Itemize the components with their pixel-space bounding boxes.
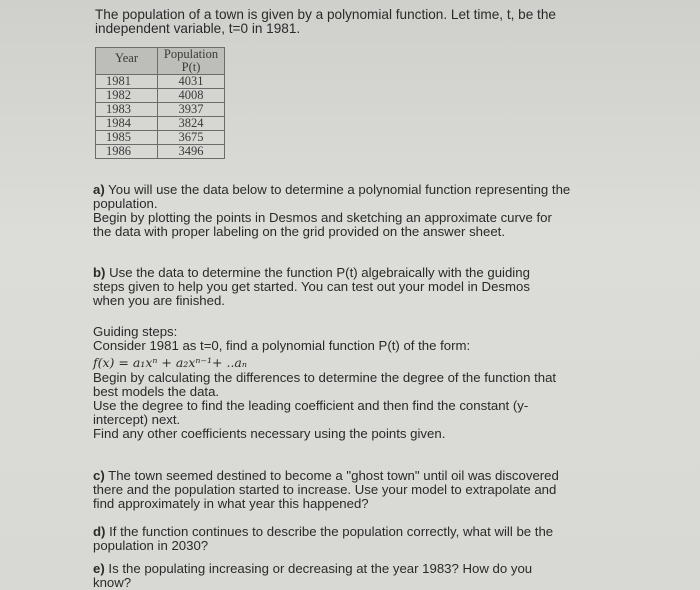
year-cell: 1981	[96, 75, 158, 89]
intro-text: The population of a town is given by a polynomial function. Let time, t, be the independent variable, t=0 in 1981.	[95, 7, 556, 36]
year-header: Year	[96, 48, 158, 75]
table-row	[96, 131, 225, 145]
guiding-steps	[93, 325, 578, 441]
year-cell: 1982	[96, 89, 158, 103]
guiding-line2: Begin by calculating the differences to determine the degree of the function that best models the data.	[93, 370, 557, 399]
part-e-text: Is the populating increasing or decreasing at the year 1983? How do you know?	[93, 561, 533, 590]
guiding-line1: Consider 1981 as t=0, find a polynomial function P(t) of the form:	[93, 338, 471, 353]
guiding-title: Guiding steps:	[93, 324, 178, 339]
year-cell: 1986	[96, 145, 158, 159]
population-table	[95, 47, 225, 159]
population-cell: 3824	[158, 117, 225, 131]
guiding-line3: Use the degree to find the leading coefficient and then find the constant (y-intercept) next.	[93, 398, 529, 427]
part-d-label: d)	[93, 524, 106, 539]
table-row	[96, 145, 225, 159]
part-c-label: c)	[93, 468, 105, 483]
population-header	[158, 48, 225, 75]
year-cell: 1983	[96, 103, 158, 117]
part-b-label: b)	[93, 265, 106, 280]
population-header-pt: P(t)	[181, 60, 201, 74]
table-row	[96, 117, 225, 131]
guiding-line4: Find any other coefficients necessary using the points given.	[93, 426, 446, 441]
population-cell: 4008	[158, 89, 225, 103]
population-header-label: Population	[163, 47, 219, 61]
table-row	[96, 75, 225, 89]
part-e	[93, 562, 553, 590]
population-cell: 4031	[158, 75, 225, 89]
population-cell: 3496	[158, 145, 225, 159]
part-a	[93, 183, 573, 239]
table-header-row	[96, 48, 225, 75]
polynomial-formula: f(x) = a₁xⁿ + a₂xⁿ⁻¹+ ..aₙ	[93, 355, 247, 370]
year-cell: 1984	[96, 117, 158, 131]
part-a-text: You will use the data below to determine a polynomial function representing the population.	[93, 182, 571, 211]
table-row	[96, 103, 225, 117]
population-cell: 3937	[158, 103, 225, 117]
population-cell: 3675	[158, 131, 225, 145]
part-a-text2: Begin by plotting the points in Desmos and sketching an approximate curve for the data with proper labeling on the grid provided on the answer sheet.	[93, 210, 552, 239]
part-b-text: Use the data to determine the function P(t) algebraically with the guiding steps given to help you get started. You can test out your model in Desmos when you are finished.	[93, 265, 530, 308]
table-row	[96, 89, 225, 103]
part-c	[93, 469, 568, 511]
year-cell: 1985	[96, 131, 158, 145]
part-b	[93, 266, 563, 308]
part-e-label: e)	[93, 561, 105, 576]
part-a-label: a)	[93, 182, 105, 197]
part-d-text: If the function continues to describe the population correctly, what will be the population in 2030?	[93, 524, 554, 553]
part-c-text: The town seemed destined to become a "ghost town" until oil was discovered there and the population started to increase. Use your model to extrapolate and find approximately in what year this happened?	[93, 468, 559, 511]
part-d	[93, 525, 563, 553]
